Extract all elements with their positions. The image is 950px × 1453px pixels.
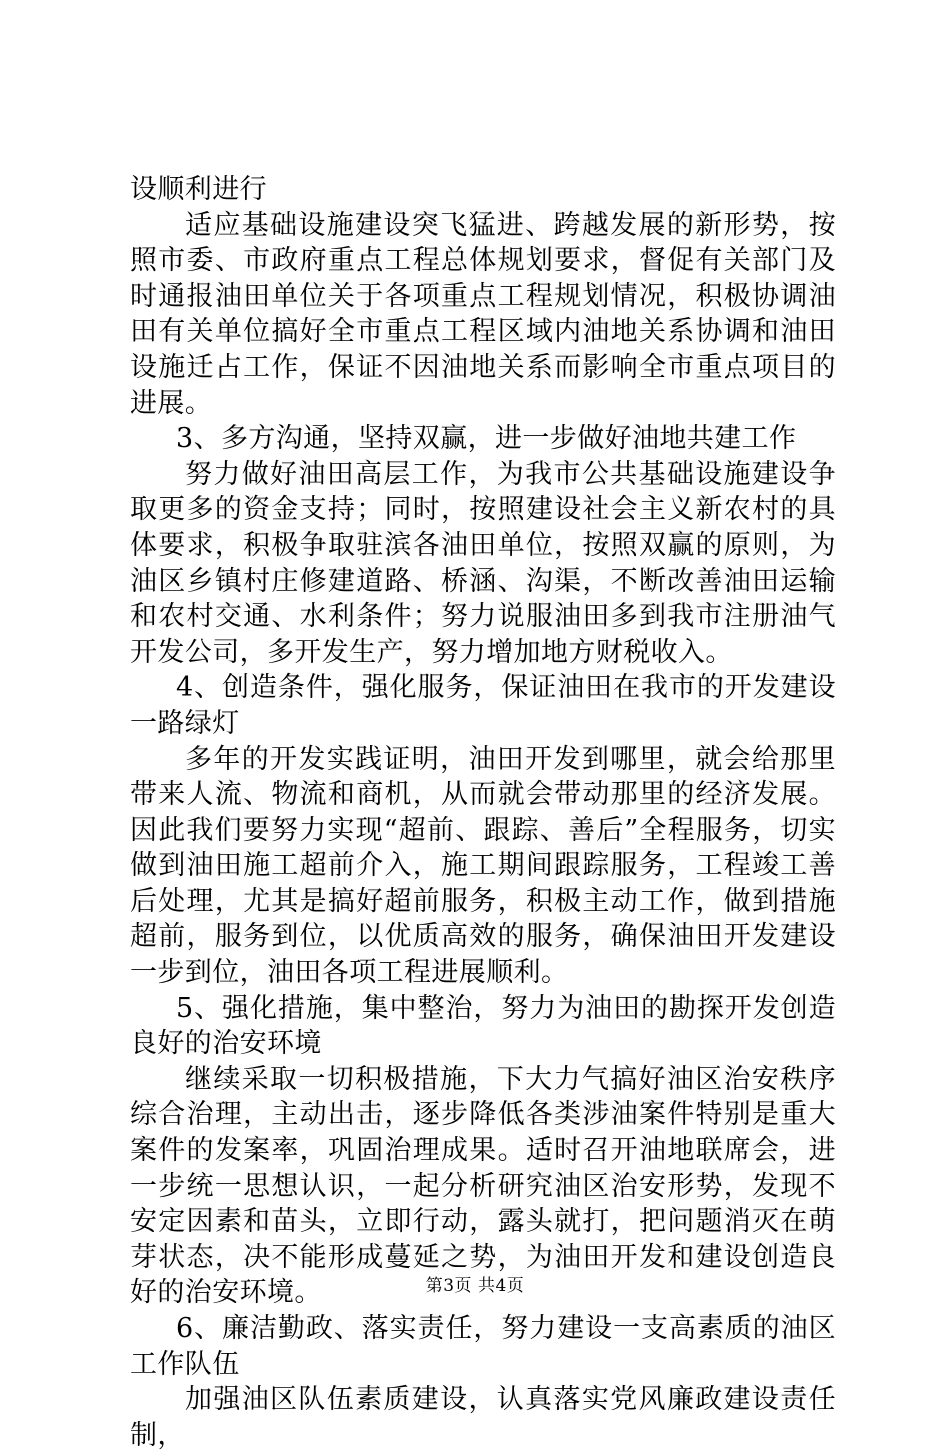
section-heading-5: 5、强化措施，集中整治，努力为油田的勘探开发创造良好的治安环境 — [130, 992, 836, 1060]
page-number-footer: 第3页 共4页 — [425, 1276, 525, 1296]
paragraph-body: 努力做好油田高层工作，为我市公共基础设施建设争取更多的资金支持；同时，按照建设社会主义新农村的具体要求，积极争取驻滨各油田单位，按照双赢的原则，为油区乡镇村庄修建道路、桥涵、沟渠，不断改善油田运输和农村交通、水利条件；努力说服油田多到我市注册油气开发公司，多开发生产，努力增加地方财税收入。 — [130, 458, 836, 668]
section-heading-4: 4、创造条件，强化服务，保证油田在我市的开发建设一路绿灯 — [130, 672, 836, 739]
paragraph-body: 多年的开发实践证明，油田开发到哪里，就会给那里带来人流、物流和商机，从而就会带动那里的经济发展。因此我们要努力实现“超前、跟踪、善后”全程服务，切实做到油田施工超前介入，施工期间跟踪服务，工程竣工善后处理，尤其是搞好超前服务，积极主动工作，做到措施超前，服务到位，以优质高效的服务，确保油田开发建设一步到位，油田各项工程进展顺利。 — [130, 743, 836, 989]
document-body — [130, 172, 836, 1453]
paragraph-body: 继续采取一切积极措施，下大力气搞好油区治安秩序综合治理，主动出击，逐步降低各类涉油案件特别是重大案件的发案率，巩固治理成果。适时召开油地联席会，进一步统一思想认识，一起分析研究油区治安形势，发现不安定因素和苗头，立即行动，露头就打，把问题消灭在萌芽状态，决不能形成蔓延之势，为油田开发和建设创造良好的治安环境。 — [130, 1063, 836, 1309]
paragraph-continuation: 设顺利进行 — [130, 174, 267, 205]
section-heading-6: 6、廉洁勤政、落实责任，努力建设一支高素质的油区工作队伍 — [130, 1313, 836, 1380]
paragraph-body: 适应基础设施建设突飞猛进、跨越发展的新形势，按照市委、市政府重点工程总体规划要求，督促有关部门及时通报油田单位关于各项重点工程规划情况，积极协调油田有关单位搞好全市重点工程区域内油地关系协调和油田设施迁占工作，保证不因油地关系而影响全市重点项目的进展。 — [130, 209, 836, 419]
paragraph-body: 加强油区队伍素质建设，认真落实党风廉政建设责任制， — [130, 1384, 836, 1451]
section-heading-3: 3、多方沟通，坚持双赢，进一步做好油地共建工作 — [176, 423, 797, 455]
